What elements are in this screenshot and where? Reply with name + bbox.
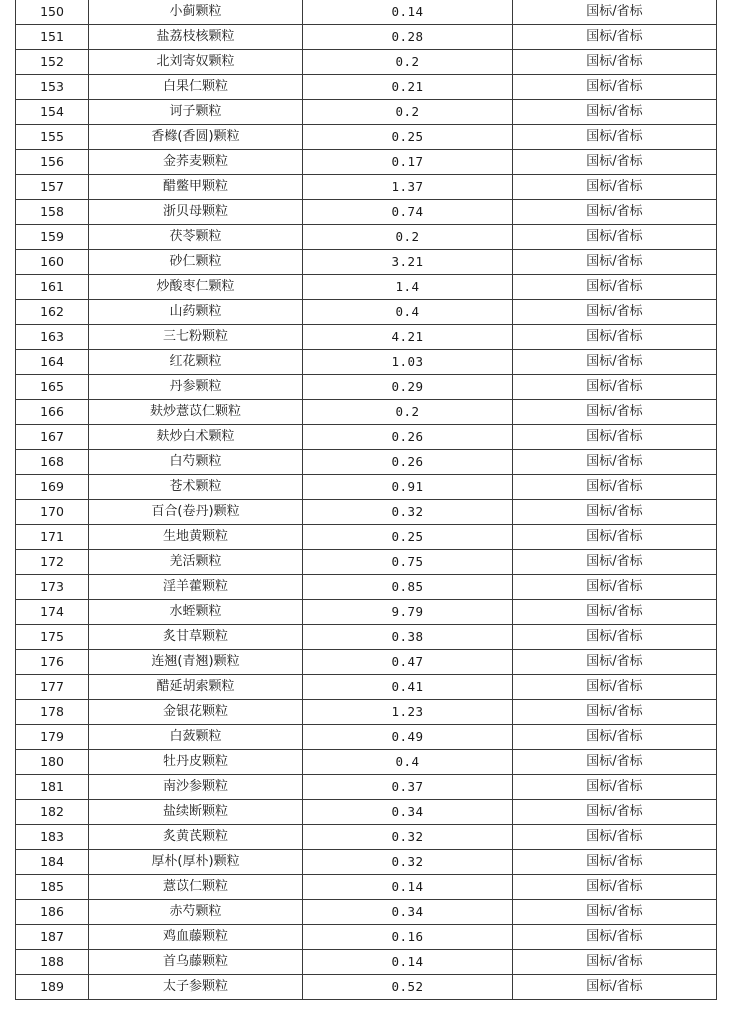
dose-value-cell: 0.25 [303, 125, 513, 150]
granule-name-cell: 水蛭颗粒 [89, 600, 303, 625]
row-number-cell: 184 [16, 850, 89, 875]
row-number-cell: 153 [16, 75, 89, 100]
granule-name-cell: 赤芍颗粒 [89, 900, 303, 925]
standard-cell: 国标/省标 [513, 350, 717, 375]
granule-name-cell: 麸炒薏苡仁颗粒 [89, 400, 303, 425]
dose-value-cell: 0.52 [303, 975, 513, 1000]
dose-value-cell: 0.26 [303, 425, 513, 450]
dose-value-cell: 9.79 [303, 600, 513, 625]
granule-name-cell: 醋延胡索颗粒 [89, 675, 303, 700]
dose-value-cell: 3.21 [303, 250, 513, 275]
dose-value-cell: 0.74 [303, 200, 513, 225]
row-number-cell: 168 [16, 450, 89, 475]
table-row [16, 100, 717, 125]
granule-name-cell: 白果仁颗粒 [89, 75, 303, 100]
table-row [16, 225, 717, 250]
table-row [16, 150, 717, 175]
table-row [16, 200, 717, 225]
standard-cell: 国标/省标 [513, 150, 717, 175]
table-row [16, 850, 717, 875]
standard-cell: 国标/省标 [513, 875, 717, 900]
table-row [16, 725, 717, 750]
standard-cell: 国标/省标 [513, 700, 717, 725]
dose-value-cell: 0.25 [303, 525, 513, 550]
standard-cell: 国标/省标 [513, 650, 717, 675]
granule-name-cell: 盐荔枝核颗粒 [89, 25, 303, 50]
granule-name-cell: 鸡血藤颗粒 [89, 925, 303, 950]
dose-value-cell: 0.4 [303, 300, 513, 325]
standard-cell: 国标/省标 [513, 825, 717, 850]
standard-cell: 国标/省标 [513, 200, 717, 225]
standard-cell: 国标/省标 [513, 400, 717, 425]
row-number-cell: 187 [16, 925, 89, 950]
dose-value-cell: 0.2 [303, 225, 513, 250]
standard-cell: 国标/省标 [513, 275, 717, 300]
dose-value-cell: 1.4 [303, 275, 513, 300]
row-number-cell: 176 [16, 650, 89, 675]
row-number-cell: 158 [16, 200, 89, 225]
dose-value-cell: 0.17 [303, 150, 513, 175]
granule-name-cell: 苍术颗粒 [89, 475, 303, 500]
dose-value-cell: 1.37 [303, 175, 513, 200]
drug-price-table [15, 0, 717, 1000]
standard-cell: 国标/省标 [513, 550, 717, 575]
table-row [16, 675, 717, 700]
granule-name-cell: 香橼(香圆)颗粒 [89, 125, 303, 150]
table-row [16, 575, 717, 600]
row-number-cell: 172 [16, 550, 89, 575]
row-number-cell: 162 [16, 300, 89, 325]
row-number-cell: 182 [16, 800, 89, 825]
granule-name-cell: 炒酸枣仁颗粒 [89, 275, 303, 300]
standard-cell: 国标/省标 [513, 50, 717, 75]
granule-name-cell: 厚朴(厚朴)颗粒 [89, 850, 303, 875]
standard-cell: 国标/省标 [513, 100, 717, 125]
standard-cell: 国标/省标 [513, 750, 717, 775]
dose-value-cell: 0.32 [303, 850, 513, 875]
granule-name-cell: 淫羊藿颗粒 [89, 575, 303, 600]
row-number-cell: 181 [16, 775, 89, 800]
row-number-cell: 154 [16, 100, 89, 125]
table-row [16, 25, 717, 50]
granule-name-cell: 太子参颗粒 [89, 975, 303, 1000]
standard-cell: 国标/省标 [513, 950, 717, 975]
granule-name-cell: 百合(卷丹)颗粒 [89, 500, 303, 525]
standard-cell: 国标/省标 [513, 625, 717, 650]
dose-value-cell: 0.4 [303, 750, 513, 775]
row-number-cell: 159 [16, 225, 89, 250]
row-number-cell: 185 [16, 875, 89, 900]
granule-name-cell: 南沙参颗粒 [89, 775, 303, 800]
table-row [16, 550, 717, 575]
table-row [16, 125, 717, 150]
row-number-cell: 175 [16, 625, 89, 650]
table-row [16, 0, 717, 25]
table-row [16, 975, 717, 1000]
row-number-cell: 174 [16, 600, 89, 625]
dose-value-cell: 0.37 [303, 775, 513, 800]
row-number-cell: 163 [16, 325, 89, 350]
granule-name-cell: 麸炒白术颗粒 [89, 425, 303, 450]
table-row [16, 300, 717, 325]
row-number-cell: 157 [16, 175, 89, 200]
row-number-cell: 164 [16, 350, 89, 375]
standard-cell: 国标/省标 [513, 325, 717, 350]
table-row [16, 350, 717, 375]
granule-name-cell: 首乌藤颗粒 [89, 950, 303, 975]
row-number-cell: 183 [16, 825, 89, 850]
granule-name-cell: 三七粉颗粒 [89, 325, 303, 350]
standard-cell: 国标/省标 [513, 75, 717, 100]
granule-name-cell: 羌活颗粒 [89, 550, 303, 575]
standard-cell: 国标/省标 [513, 225, 717, 250]
standard-cell: 国标/省标 [513, 450, 717, 475]
granule-name-cell: 白芍颗粒 [89, 450, 303, 475]
granule-name-cell: 炙甘草颗粒 [89, 625, 303, 650]
table-row [16, 625, 717, 650]
standard-cell: 国标/省标 [513, 375, 717, 400]
granule-name-cell: 浙贝母颗粒 [89, 200, 303, 225]
row-number-cell: 180 [16, 750, 89, 775]
granule-name-cell: 砂仁颗粒 [89, 250, 303, 275]
table-row [16, 950, 717, 975]
dose-value-cell: 0.28 [303, 25, 513, 50]
table-row [16, 750, 717, 775]
table-row [16, 275, 717, 300]
dose-value-cell: 0.75 [303, 550, 513, 575]
standard-cell: 国标/省标 [513, 475, 717, 500]
dose-value-cell: 0.14 [303, 950, 513, 975]
granule-name-cell: 茯苓颗粒 [89, 225, 303, 250]
dose-value-cell: 0.21 [303, 75, 513, 100]
table-row [16, 425, 717, 450]
row-number-cell: 173 [16, 575, 89, 600]
dose-value-cell: 0.34 [303, 800, 513, 825]
table-row [16, 450, 717, 475]
granule-name-cell: 诃子颗粒 [89, 100, 303, 125]
table-row [16, 700, 717, 725]
standard-cell: 国标/省标 [513, 0, 717, 25]
row-number-cell: 169 [16, 475, 89, 500]
row-number-cell: 156 [16, 150, 89, 175]
dose-value-cell: 0.91 [303, 475, 513, 500]
standard-cell: 国标/省标 [513, 600, 717, 625]
standard-cell: 国标/省标 [513, 725, 717, 750]
dose-value-cell: 0.14 [303, 0, 513, 25]
dose-value-cell: 0.38 [303, 625, 513, 650]
dose-value-cell: 1.03 [303, 350, 513, 375]
standard-cell: 国标/省标 [513, 425, 717, 450]
granule-name-cell: 连翘(青翘)颗粒 [89, 650, 303, 675]
granule-name-cell: 盐续断颗粒 [89, 800, 303, 825]
table-row [16, 75, 717, 100]
standard-cell: 国标/省标 [513, 250, 717, 275]
granule-name-cell: 白蔹颗粒 [89, 725, 303, 750]
row-number-cell: 165 [16, 375, 89, 400]
dose-value-cell: 4.21 [303, 325, 513, 350]
row-number-cell: 177 [16, 675, 89, 700]
dose-value-cell: 0.26 [303, 450, 513, 475]
row-number-cell: 161 [16, 275, 89, 300]
dose-value-cell: 0.41 [303, 675, 513, 700]
dose-value-cell: 0.14 [303, 875, 513, 900]
standard-cell: 国标/省标 [513, 300, 717, 325]
dose-value-cell: 1.23 [303, 700, 513, 725]
granule-name-cell: 薏苡仁颗粒 [89, 875, 303, 900]
row-number-cell: 167 [16, 425, 89, 450]
dose-value-cell: 0.34 [303, 900, 513, 925]
dose-value-cell: 0.2 [303, 400, 513, 425]
standard-cell: 国标/省标 [513, 850, 717, 875]
granule-name-cell: 生地黄颗粒 [89, 525, 303, 550]
table-row [16, 925, 717, 950]
row-number-cell: 170 [16, 500, 89, 525]
table-row [16, 375, 717, 400]
granule-name-cell: 红花颗粒 [89, 350, 303, 375]
table-body [16, 0, 717, 1000]
granule-name-cell: 牡丹皮颗粒 [89, 750, 303, 775]
dose-value-cell: 0.2 [303, 100, 513, 125]
dose-value-cell: 0.32 [303, 825, 513, 850]
table-row [16, 600, 717, 625]
standard-cell: 国标/省标 [513, 125, 717, 150]
table-row [16, 525, 717, 550]
row-number-cell: 179 [16, 725, 89, 750]
standard-cell: 国标/省标 [513, 775, 717, 800]
standard-cell: 国标/省标 [513, 525, 717, 550]
standard-cell: 国标/省标 [513, 675, 717, 700]
row-number-cell: 151 [16, 25, 89, 50]
row-number-cell: 188 [16, 950, 89, 975]
standard-cell: 国标/省标 [513, 900, 717, 925]
standard-cell: 国标/省标 [513, 800, 717, 825]
table-row [16, 50, 717, 75]
dose-value-cell: 0.16 [303, 925, 513, 950]
dose-value-cell: 0.85 [303, 575, 513, 600]
table-row [16, 325, 717, 350]
standard-cell: 国标/省标 [513, 575, 717, 600]
dose-value-cell: 0.32 [303, 500, 513, 525]
row-number-cell: 155 [16, 125, 89, 150]
granule-name-cell: 金荞麦颗粒 [89, 150, 303, 175]
granule-name-cell: 小蓟颗粒 [89, 0, 303, 25]
standard-cell: 国标/省标 [513, 25, 717, 50]
row-number-cell: 160 [16, 250, 89, 275]
dose-value-cell: 0.29 [303, 375, 513, 400]
row-number-cell: 171 [16, 525, 89, 550]
granule-name-cell: 醋鳖甲颗粒 [89, 175, 303, 200]
standard-cell: 国标/省标 [513, 175, 717, 200]
dose-value-cell: 0.47 [303, 650, 513, 675]
granule-name-cell: 北刘寄奴颗粒 [89, 50, 303, 75]
dose-value-cell: 0.49 [303, 725, 513, 750]
granule-name-cell: 山药颗粒 [89, 300, 303, 325]
granule-name-cell: 炙黄芪颗粒 [89, 825, 303, 850]
table-row [16, 175, 717, 200]
row-number-cell: 166 [16, 400, 89, 425]
standard-cell: 国标/省标 [513, 500, 717, 525]
table-row [16, 775, 717, 800]
standard-cell: 国标/省标 [513, 975, 717, 1000]
table-row [16, 900, 717, 925]
table-row [16, 475, 717, 500]
table-row [16, 800, 717, 825]
row-number-cell: 150 [16, 0, 89, 25]
granule-name-cell: 丹参颗粒 [89, 375, 303, 400]
row-number-cell: 186 [16, 900, 89, 925]
table-row [16, 400, 717, 425]
table-row [16, 875, 717, 900]
row-number-cell: 152 [16, 50, 89, 75]
row-number-cell: 189 [16, 975, 89, 1000]
table-row [16, 825, 717, 850]
granule-name-cell: 金银花颗粒 [89, 700, 303, 725]
table-row [16, 250, 717, 275]
standard-cell: 国标/省标 [513, 925, 717, 950]
row-number-cell: 178 [16, 700, 89, 725]
dose-value-cell: 0.2 [303, 50, 513, 75]
table-row [16, 500, 717, 525]
table-row [16, 650, 717, 675]
